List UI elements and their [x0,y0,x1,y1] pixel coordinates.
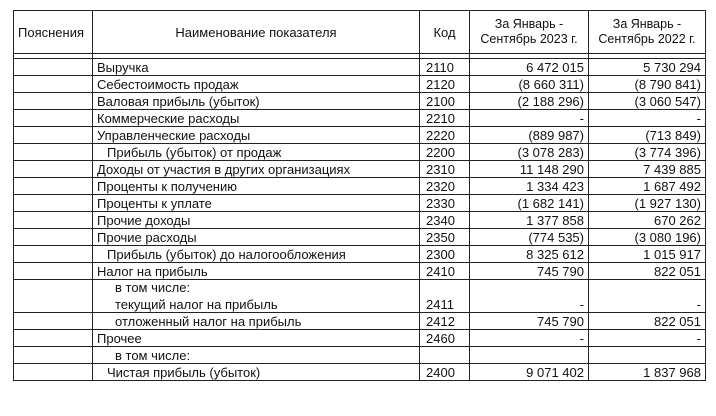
row-value-2022: 1 687 492 [589,178,706,195]
notes-cell [14,144,93,161]
row-value-2022: (1 927 130) [589,195,706,212]
header-period-2023-line1: За Январь - [494,17,564,31]
notes-cell [14,59,93,76]
row-value-2022: - [589,110,706,127]
notes-cell [14,313,93,330]
row-value-2022 [589,347,706,364]
notes-cell [14,347,93,364]
row-name: Проценты к получению [93,178,420,195]
row-value-2022: (3 774 396) [589,144,706,161]
table-row [14,364,706,381]
table-row [14,127,706,144]
row-value-2022: 1 837 968 [589,364,706,381]
notes-cell [14,263,93,280]
row-name: Чистая прибыль (убыток) [93,364,420,381]
table-row [14,161,706,178]
row-code: 2310 [420,161,470,178]
row-value-2023 [470,347,589,364]
notes-cell [14,212,93,229]
notes-cell [14,110,93,127]
row-value-2023: (1 682 141) [470,195,589,212]
row-name: Налог на прибыль [93,263,420,280]
row-name: Выручка [93,59,420,76]
row-name: Управленческие расходы [93,127,420,144]
row-value-2022: - [589,280,706,313]
notes-cell [14,280,93,313]
row-value-2022: (3 060 547) [589,93,706,110]
row-value-2023: 11 148 290 [470,161,589,178]
row-name: Валовая прибыль (убыток) [93,93,420,110]
row-code: 2110 [420,59,470,76]
row-name: Прибыль (убыток) до налогообложения [93,246,420,263]
row-value-2023: (8 660 311) [470,76,589,93]
notes-cell [14,93,93,110]
row-code: 2412 [420,313,470,330]
header-period-2023-line2: Сентябрь 2023 г. [480,32,578,46]
notes-cell [14,246,93,263]
row-value-2022: (8 790 841) [589,76,706,93]
row-code: 2320 [420,178,470,195]
table-row [14,330,706,347]
header-period-2022 [589,11,706,54]
notes-cell [14,229,93,246]
row-code: 2411 [420,280,470,313]
table-row [14,59,706,76]
row-name: Коммерческие расходы [93,110,420,127]
row-code: 2330 [420,195,470,212]
notes-cell [14,161,93,178]
notes-cell [14,330,93,347]
header-period-2023 [470,11,589,54]
row-value-2022: - [589,330,706,347]
row-code: 2120 [420,76,470,93]
row-name: Доходы от участия в других организациях [93,161,420,178]
notes-cell [14,127,93,144]
row-value-2022: 1 015 917 [589,246,706,263]
row-value-2023: 1 334 423 [470,178,589,195]
row-name: Прибыль (убыток) от продаж [93,144,420,161]
notes-cell [14,195,93,212]
row-value-2022: 5 730 294 [589,59,706,76]
income-statement-table [13,10,706,381]
row-value-2023: (774 535) [470,229,589,246]
row-name: Проценты к уплате [93,195,420,212]
row-value-2023: (889 987) [470,127,589,144]
row-subheading: в том числе: [115,280,191,295]
notes-cell [14,76,93,93]
row-code [420,347,470,364]
row-value-2023: 9 071 402 [470,364,589,381]
row-code: 2350 [420,229,470,246]
header-notes: Пояснения [14,11,93,54]
table-row [14,263,706,280]
row-value-2023: 745 790 [470,313,589,330]
row-code: 2400 [420,364,470,381]
row-value-2022: (3 080 196) [589,229,706,246]
row-code: 2220 [420,127,470,144]
header-period-2022-line2: Сентябрь 2022 г. [598,32,696,46]
row-code: 2100 [420,93,470,110]
table-row [14,195,706,212]
row-code: 2200 [420,144,470,161]
row-value-2023: 6 472 015 [470,59,589,76]
row-code: 2340 [420,212,470,229]
row-value-2023: (3 078 283) [470,144,589,161]
table-row [14,347,706,364]
row-value-2023: 745 790 [470,263,589,280]
row-value-2022: (713 849) [589,127,706,144]
row-value-2022: 670 262 [589,212,706,229]
row-code: 2410 [420,263,470,280]
row-value-2023: - [470,330,589,347]
row-value-2022: 822 051 [589,313,706,330]
row-code: 2210 [420,110,470,127]
table-row [14,93,706,110]
row-name: в том числе: [93,347,420,364]
row-code: 2460 [420,330,470,347]
header-name: Наименование показателя [93,11,420,54]
header-code: Код [420,11,470,54]
row-value-2023: 1 377 858 [470,212,589,229]
table-row [14,178,706,195]
table-row [14,280,706,313]
row-value-2023: 8 325 612 [470,246,589,263]
notes-cell [14,178,93,195]
table-header-row [14,11,706,54]
row-name: Прочие расходы [93,229,420,246]
row-name-detail: текущий налог на прибыль [115,297,278,312]
table-row [14,76,706,93]
row-value-2022: 822 051 [589,263,706,280]
table-row [14,212,706,229]
financial-report-sheet [13,10,705,381]
row-name [93,280,420,313]
header-period-2022-line1: За Январь - [612,17,682,31]
row-name: Прочие доходы [93,212,420,229]
row-name: Себестоимость продаж [93,76,420,93]
row-value-2023: - [470,280,589,313]
table-row [14,229,706,246]
row-value-2023: - [470,110,589,127]
table-row [14,246,706,263]
row-value-2023: (2 188 296) [470,93,589,110]
row-name: отложенный налог на прибыль [93,313,420,330]
notes-cell [14,364,93,381]
table-row [14,313,706,330]
table-row [14,110,706,127]
row-name: Прочее [93,330,420,347]
row-value-2022: 7 439 885 [589,161,706,178]
table-row [14,144,706,161]
row-code: 2300 [420,246,470,263]
